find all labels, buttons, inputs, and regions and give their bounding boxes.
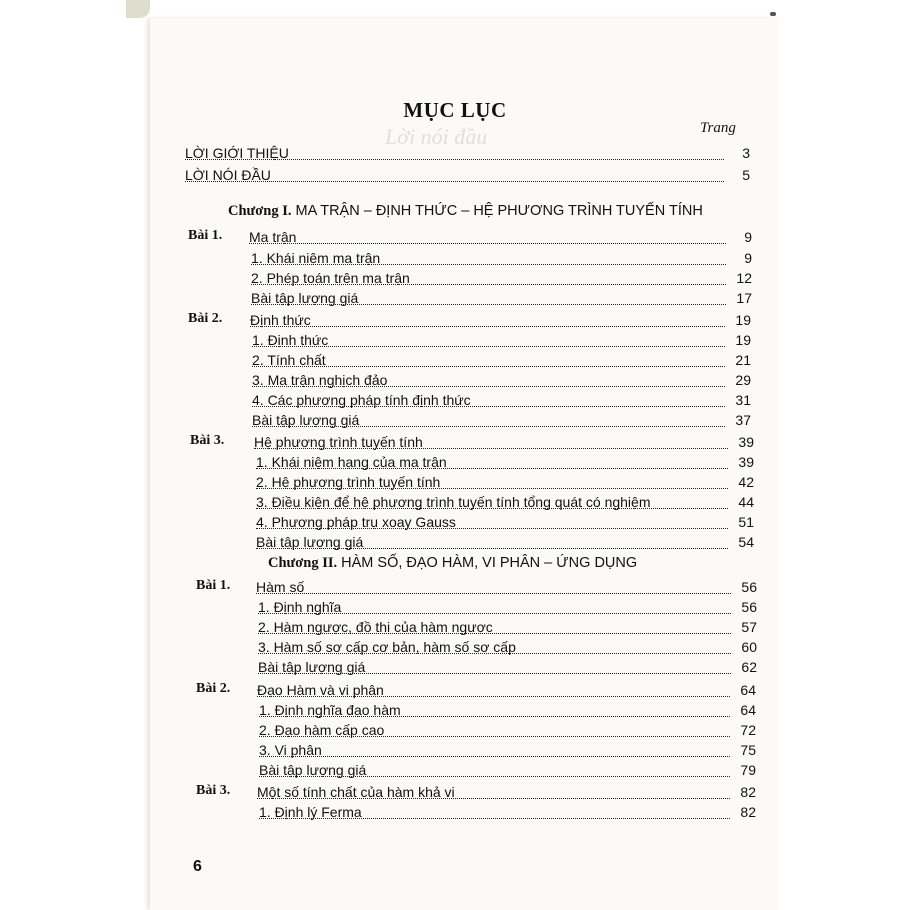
toc-entry-page: 56 xyxy=(741,579,757,595)
toc-entry-label: Bài tập lượng giá xyxy=(252,412,360,428)
lesson-number: Bài 2. xyxy=(188,311,223,326)
toc-entry-label: Đạo Hàm và vi phân xyxy=(257,682,384,698)
toc-entry-page: 21 xyxy=(735,352,751,368)
lesson-entry xyxy=(249,227,752,247)
dot-leader xyxy=(250,326,725,327)
toc-entry-page: 72 xyxy=(740,722,756,738)
toc-entry-label: 2. Đạo hàm cấp cao xyxy=(259,722,385,738)
toc-entry-label: Ma trận xyxy=(249,229,297,245)
section-entry xyxy=(252,410,751,430)
toc-entry-page: 39 xyxy=(738,454,754,470)
lesson-number: Bài 3. xyxy=(196,783,231,798)
toc-entry-label: 1. Khái niệm hạng của ma trận xyxy=(256,454,447,470)
toc-entry-page: 75 xyxy=(740,742,756,758)
toc-entry-label: 1. Khái niệm ma trận xyxy=(251,250,381,266)
lesson-number: Bài 2. xyxy=(196,681,231,696)
chapter-heading xyxy=(268,555,637,572)
toc-entry-label: 2. Hệ phương trình tuyến tính xyxy=(256,474,441,490)
toc-entry-page: 60 xyxy=(741,639,757,655)
toc-entry-page: 17 xyxy=(736,290,752,306)
section-entry xyxy=(251,288,752,308)
toc-entry-label: 2. Tính chất xyxy=(252,352,326,368)
section-entry xyxy=(259,700,756,720)
toc-entry-label: 1. Định thức xyxy=(252,332,329,348)
section-entry xyxy=(251,248,752,268)
page-column-label: Trang xyxy=(700,120,736,136)
toc-entry-label: Bài tập lượng giá xyxy=(259,762,367,778)
lesson-number: Bài 1. xyxy=(196,578,231,593)
page-number: 6 xyxy=(193,858,202,875)
toc-entry-page: 3 xyxy=(742,145,750,161)
toc-entry-label: 3. Vi phân xyxy=(259,742,322,758)
toc-entry-label: LỜI NÓI ĐẦU xyxy=(185,167,271,183)
section-entry xyxy=(256,492,754,512)
toc-entry-page: 82 xyxy=(740,804,756,820)
toc-entry-page: 79 xyxy=(740,762,756,778)
toc-entry-label: 2. Hàm ngược, đồ thị của hàm ngược xyxy=(258,619,493,635)
toc-entry-page: 9 xyxy=(744,229,752,245)
lesson-number: Bài 3. xyxy=(190,433,225,448)
toc-entry-page: 64 xyxy=(740,702,756,718)
toc-entry-label: LỜI GIỚI THIỆU xyxy=(185,145,289,161)
toc-entry-label: Một số tính chất của hàm khả vi xyxy=(257,784,455,800)
lesson-entry xyxy=(257,782,756,802)
chapter-title: HÀM SỐ, ĐẠO HÀM, VI PHÂN – ỨNG DỤNG xyxy=(341,555,638,571)
toc-entry-page: 19 xyxy=(735,312,751,328)
lesson-entry xyxy=(250,310,751,330)
toc-entry-label: Hệ phương trình tuyến tính xyxy=(254,434,423,450)
section-entry xyxy=(259,740,756,760)
toc-entry-page: 62 xyxy=(741,659,757,675)
section-entry xyxy=(256,512,754,532)
dot-leader xyxy=(256,593,731,594)
toc-entry-page: 29 xyxy=(735,372,751,388)
toc-entry-page: 57 xyxy=(741,619,757,635)
toc-entry-page: 56 xyxy=(741,599,757,615)
toc-entry-page: 31 xyxy=(735,392,751,408)
dot-leader xyxy=(259,756,730,757)
toc-entry-label: 3. Hàm số sơ cấp cơ bản, hàm số sơ cấp xyxy=(258,639,516,655)
toc-entry-label: 4. Phương pháp trụ xoay Gauss xyxy=(256,514,456,530)
page-title: MỤC LỤC xyxy=(403,98,507,122)
toc-entry-label: Bài tập lượng giá xyxy=(256,534,364,550)
page-corner-mark xyxy=(770,12,776,16)
lesson-entry xyxy=(257,680,756,700)
section-entry xyxy=(258,637,757,657)
toc-entry-page: 64 xyxy=(740,682,756,698)
front-matter-entry xyxy=(185,143,750,163)
toc-entry-label: 3. Ma trận nghịch đảo xyxy=(252,372,388,388)
chapter-title: MA TRẬN – ĐỊNH THỨC – HỆ PHƯƠNG TRÌNH TUYẾN TÍNH xyxy=(295,203,703,219)
section-entry xyxy=(252,350,751,370)
chapter-heading xyxy=(228,203,703,220)
section-entry xyxy=(259,802,756,822)
section-entry xyxy=(258,657,757,677)
toc-entry-label: 4. Các phương pháp tính định thức xyxy=(252,392,471,408)
bleed-through-text: Lời nói đầu xyxy=(385,124,488,149)
dot-leader xyxy=(249,243,726,244)
toc-entry-label: 3. Điều kiện để hệ phương trình tuyến tính tổng quát có nghiệm xyxy=(256,494,651,510)
section-entry xyxy=(258,617,757,637)
toc-entry-label: Hàm số xyxy=(256,579,305,595)
toc-entry-label: Bài tập lượng giá xyxy=(258,659,366,675)
toc-entry-label: 1. Định nghĩa xyxy=(258,599,342,615)
toc-entry-page: 42 xyxy=(738,474,754,490)
toc-entry-page: 5 xyxy=(742,167,750,183)
toc-entry-page: 12 xyxy=(736,270,752,286)
toc-entry-label: 1. Định nghĩa đạo hàm xyxy=(259,702,401,718)
section-entry xyxy=(256,472,754,492)
toc-entry-page: 51 xyxy=(738,514,754,530)
section-entry xyxy=(251,268,752,288)
page-corner-shadow xyxy=(126,0,150,18)
front-matter-entry xyxy=(185,165,750,185)
chapter-prefix: Chương II. xyxy=(268,555,338,571)
toc-entry-page: 44 xyxy=(738,494,754,510)
lesson-entry xyxy=(254,432,754,452)
section-entry xyxy=(252,390,751,410)
toc-entry-label: 2. Phép toán trên ma trận xyxy=(251,270,410,286)
section-entry xyxy=(259,720,756,740)
section-entry xyxy=(256,532,754,552)
section-entry xyxy=(256,452,754,472)
section-entry xyxy=(252,370,751,390)
toc-entry-label: Bài tập lượng giá xyxy=(251,290,359,306)
toc-entry-page: 82 xyxy=(740,784,756,800)
lesson-entry xyxy=(256,577,757,597)
toc-entry-page: 9 xyxy=(744,250,752,266)
toc-entry-page: 19 xyxy=(735,332,751,348)
section-entry xyxy=(259,760,756,780)
section-entry xyxy=(252,330,751,350)
toc-entry-page: 54 xyxy=(738,534,754,550)
toc-entry-page: 37 xyxy=(735,412,751,428)
lesson-number: Bài 1. xyxy=(188,228,223,243)
toc-entry-label: 1. Định lý Ferma xyxy=(259,804,362,820)
section-entry xyxy=(258,597,757,617)
toc-entry-page: 39 xyxy=(738,434,754,450)
toc-entry-label: Định thức xyxy=(250,312,311,328)
chapter-prefix: Chương I. xyxy=(228,203,292,219)
